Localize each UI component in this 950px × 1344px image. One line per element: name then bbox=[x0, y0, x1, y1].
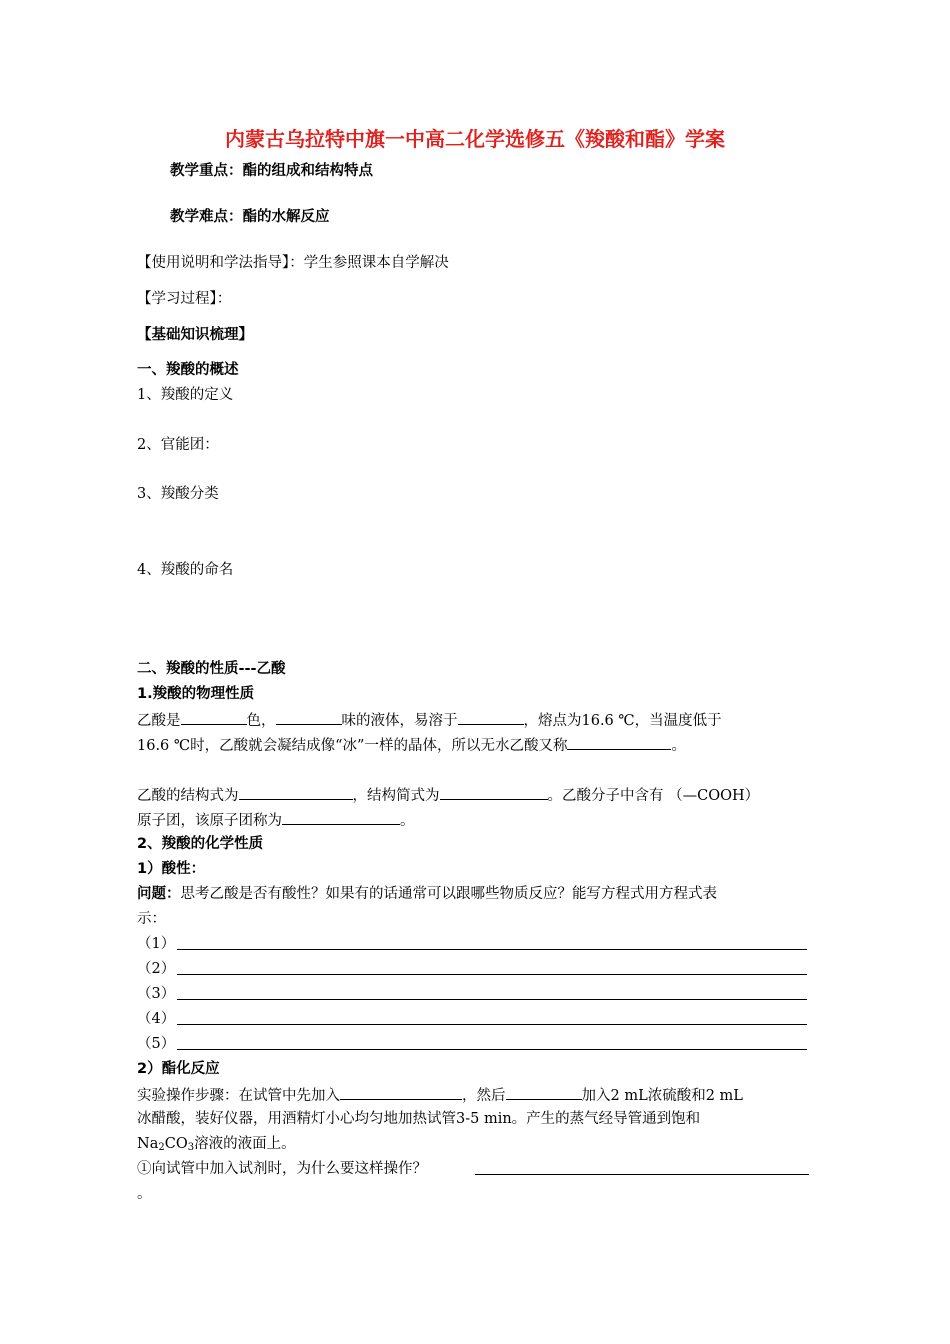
chemical-properties-heading: 2、羧酸的化学性质 bbox=[137, 836, 264, 852]
answer-label-3: （3） bbox=[137, 986, 176, 1002]
key-point: 教学重点：酯的组成和结构特点 bbox=[170, 163, 373, 179]
basic-knowledge-heading: 【基础知识梳理】 bbox=[137, 327, 253, 343]
experiment-question-1-end: 。 bbox=[137, 1186, 152, 1202]
structure-line1: 乙酸的结构式为 ，结构简式为 。乙酸分子中含有 （—COOH） bbox=[137, 784, 759, 806]
structure-line2: 原子团，该原子团称为 。 bbox=[137, 809, 415, 831]
section1-item-naming: 4、羧酸的命名 bbox=[137, 562, 234, 578]
answer-line-q1[interactable] bbox=[475, 1174, 809, 1175]
answer-blank[interactable] bbox=[239, 784, 353, 800]
answer-label-2: （2） bbox=[137, 961, 176, 977]
section1-heading: 一、羧酸的概述 bbox=[137, 362, 239, 378]
section1-item-classification: 3、羧酸分类 bbox=[137, 486, 219, 502]
answer-blank[interactable] bbox=[276, 709, 342, 725]
physical-properties-heading: 1.羧酸的物理性质 bbox=[137, 686, 255, 702]
difficulty-point: 教学难点：酯的水解反应 bbox=[170, 209, 330, 225]
esterification-heading: 2）酯化反应 bbox=[137, 1061, 220, 1077]
answer-label-1: （1） bbox=[137, 936, 176, 952]
physical-properties-line2: 16.6 ℃时，乙酸就会凝结成像“冰”一样的晶体，所以无水乙酸又称 。 bbox=[137, 734, 686, 756]
question-line2: 示： bbox=[137, 911, 166, 927]
answer-blank[interactable] bbox=[567, 734, 671, 750]
question-line1: 问题：思考乙酸是否有酸性？如果有的话通常可以跟哪些物质反应？能写方程式用方程式表 bbox=[137, 886, 717, 902]
answer-line-1[interactable] bbox=[177, 949, 807, 950]
experiment-line3: $Na_2CO_3$溶液的液面上。 bbox=[137, 1136, 296, 1153]
experiment-line2: 冰醋酸，装好仪器，用酒精灯小心均匀地加热试管3-5 min。产生的蒸气经导管通到饱和 bbox=[137, 1111, 701, 1127]
answer-blank[interactable] bbox=[506, 1084, 582, 1100]
section1-item-definition: 1、羧酸的定义 bbox=[137, 387, 234, 403]
answer-label-4: （4） bbox=[137, 1011, 176, 1027]
answer-blank[interactable] bbox=[340, 1084, 462, 1100]
acidity-heading: 1）酸性： bbox=[137, 861, 206, 877]
answer-label-5: （5） bbox=[137, 1036, 176, 1052]
section1-item-functional-group: 2、官能团： bbox=[137, 437, 219, 453]
answer-line-2[interactable] bbox=[177, 974, 807, 975]
answer-line-3[interactable] bbox=[177, 999, 807, 1000]
answer-blank[interactable] bbox=[181, 709, 247, 725]
answer-blank[interactable] bbox=[440, 784, 548, 800]
experiment-line1: 实验操作步骤：在试管中先加入 ，然后 加入2 mL浓硫酸和2 mL bbox=[137, 1084, 743, 1106]
answer-blank[interactable] bbox=[282, 809, 400, 825]
experiment-question-1: ①向试管中加入试剂时，为什么要这样操作？ bbox=[137, 1161, 427, 1177]
answer-line-4[interactable] bbox=[177, 1024, 807, 1025]
answer-line-5[interactable] bbox=[177, 1049, 807, 1050]
learning-process-label: 【学习过程】： bbox=[137, 291, 232, 307]
answer-blank[interactable] bbox=[458, 709, 524, 725]
section2-heading: 二、羧酸的性质---乙酸 bbox=[137, 661, 286, 677]
page-title: 内蒙古乌拉特中旗一中高二化学选修五《羧酸和酯》学案 bbox=[225, 127, 725, 151]
usage-note: 【使用说明和学法指导】：学生参照课本自学解决 bbox=[137, 255, 449, 271]
physical-properties-line1: 乙酸是 色， 味的液体，易溶于 ，熔点为16.6 ℃，当温度低于 bbox=[137, 709, 722, 731]
